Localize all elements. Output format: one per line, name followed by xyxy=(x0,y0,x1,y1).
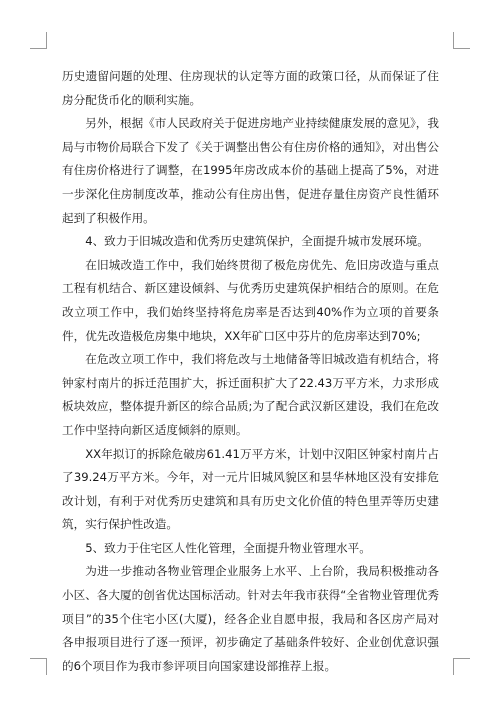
document-body xyxy=(62,65,439,678)
paragraph-6: XX年拟订的拆除危破房61.41万平方米，计划中汉阳区钟家村南片占了39.24万平方米。今年，对一元片旧城风貌区和昙华林地区没有安排危改计划，有利于对优秀历史建筑和具有历史文化价值的特色里弄等历史建筑，实行保护性改造。 xyxy=(62,446,439,532)
crop-mark-top-left xyxy=(30,32,47,49)
paragraph-8: 为进一步推动各物业管理企业服务上水平、上台阶，我局积极推动各小区、各大厦的创省优达国标活动。针对去年我市获得“全省物业管理优秀项目”的35个住宅小区(大厦)，经各企业自愿申报，我局和各区房产局对各申报项目进行了逐一预评，初步确定了基础条件较好、企业创优意识强的6个项目作为我市参评项目向国家建设部推荐上报。 xyxy=(62,564,440,673)
paragraph-2: 另外，根据《市人民政府关于促进房地产业持续健康发展的意见》，我局与市物价局联合下发了《关于调整出售公有住房价格的通知》，对出售公有住房价格进行了调整，在1995年房改成本价的基础上提高了5%，对进一步深化住房制度改革，推动公有住房出售，促进存量住房资产良性循环起到了积极作用。 xyxy=(62,116,439,225)
crop-mark-top-right xyxy=(453,32,470,49)
paragraph-1: 历史遗留问题的处理、住房现状的认定等方面的政策口径，从而保证了住房分配货币化的顺利实施。 xyxy=(62,69,439,107)
section-heading-5: 5、致力于住宅区人性化管理，全面提升物业管理水平。 xyxy=(85,540,371,555)
section-heading-4: 4、致力于旧城改造和优秀历史建筑保护，全面提升城市发展环境。 xyxy=(85,234,429,249)
paragraph-5: 在危改立项工作中，我们将危改与土地储备等旧城改造有机结合，将钟家村南片的拆迁范围扩大，拆迁面积扩大了22.43万平方米，力求形成板块效应，整体提升新区的综合品质;为了配合武汉新区建设，我们在危改工作中坚持向新区适度倾斜的原则。 xyxy=(62,352,439,437)
crop-mark-bottom-left xyxy=(30,658,47,675)
crop-mark-bottom-right xyxy=(453,658,470,675)
paragraph-4: 在旧城改造工作中，我们始终贯彻了极危房优先、危旧房改造与重点工程有机结合、新区建设倾斜、与优秀历史建筑保护相结合的原则。在危改立项工作中，我们始终坚持将危房率是否达到40%作为立项的首要条件，优先改造极危房集中地块，XX年矿口区中芬片的危房率达到70%; xyxy=(62,257,439,343)
